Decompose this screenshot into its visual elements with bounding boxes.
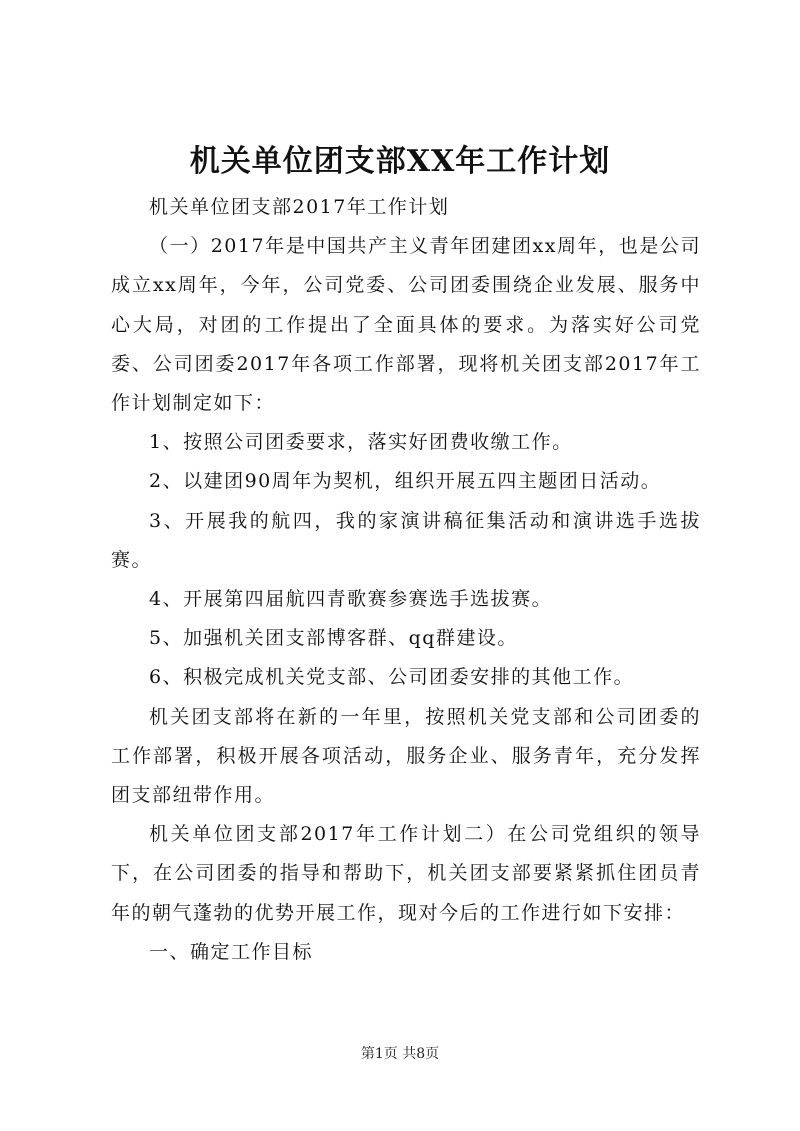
paragraph: （一）2017年是中国共产主义青年团建团xx周年，也是公司成立xx周年，今年，公司党委、公司团委围绕企业发展、服务中心大局，对团的工作提出了全面具体的要求。为落实好公司党委、公司团委2017年各项工作部署，现将机关团支部2017年工作计划制定如下： [111, 235, 701, 415]
list-item: 5、加强机关团支部博客群、qq群建设。 [149, 627, 518, 650]
list-item: 3、开展我的航四，我的家演讲稿征集活动和演讲选手选拔赛。 [111, 509, 701, 571]
section-heading: 一、确定工作目标 [149, 940, 314, 963]
document-body [111, 188, 701, 972]
document-title: 机关单位团支部XX年工作计划 [189, 144, 611, 179]
page-number-footer: 第1页 共8页 [360, 1046, 440, 1062]
list-item: 1、按照公司团委要求，落实好团费收缴工作。 [149, 431, 573, 454]
list-item: 6、积极完成机关党支部、公司团委安排的其他工作。 [149, 666, 635, 689]
paragraph: 机关单位团支部2017年工作计划二）在公司党组织的领导下，在公司团委的指导和帮助下，机关团支部要紧紧抓住团员青年的朝气蓬勃的优势开展工作，现对今后的工作进行如下安排： [111, 823, 701, 924]
list-item: 4、开展第四届航四青歌赛参赛选手选拔赛。 [149, 588, 553, 611]
list-item: 2、以建团90周年为契机，组织开展五四主题团日活动。 [149, 470, 662, 493]
paragraph: 机关团支部将在新的一年里，按照机关党支部和公司团委的工作部署，积极开展各项活动，服务企业、服务青年，充分发挥团支部纽带作用。 [111, 705, 701, 807]
paragraph: 机关单位团支部2017年工作计划 [149, 196, 450, 218]
